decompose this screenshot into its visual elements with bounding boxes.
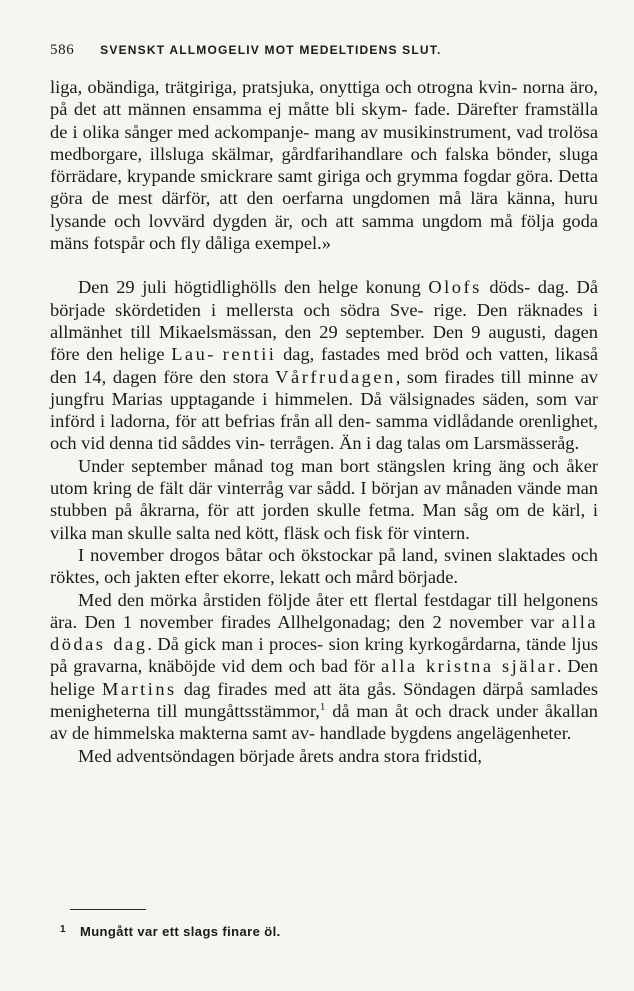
line-text-after: . Den helige — [50, 656, 599, 699]
line-text: exempel.» — [254, 233, 331, 254]
footnote-reference: 1 — [319, 700, 326, 713]
text-line — [127, 166, 553, 186]
line-text: drack under åkallan av de himmelska makterna samt av- — [50, 701, 598, 744]
line-text: norna äro, på det att männen ensamma ej måtte bli skym- — [50, 77, 598, 120]
line-text: lära känna, huru lysande och lovvärd dygden är, och att — [50, 188, 598, 231]
footnote-mark: 1 — [60, 924, 66, 935]
line-text-after: dag firades med att äta gås. Söndagen därpå — [176, 678, 524, 699]
line-text: Med den mörka årstiden följde åter ett flertal festdagar till — [78, 589, 518, 610]
spaced-text: alla kristna själar — [381, 656, 557, 677]
line-text: av jungfru Marias upptagande i himmelen. Då välsignades — [50, 366, 598, 409]
line-text: dagen före den stora — [112, 366, 276, 387]
line-text: och åker utom kring de fält där vinterråg var sådd. I början — [50, 455, 598, 499]
line-text-after: då man åt och — [325, 701, 442, 722]
line-text: samlades menigheterna till mungåttsstämmor, — [50, 678, 598, 722]
line-text-after: dag, fastades med bröd och vatten, likaså den 14, — [50, 344, 599, 387]
spaced-text: Vårfrudagen — [275, 366, 396, 387]
text-line — [78, 545, 492, 565]
text-line — [50, 77, 517, 97]
line-text: skulle fetma. Man såg om de kärl, i vilka man skulle salta ned — [50, 500, 598, 543]
line-text: vid dem och bad för — [221, 656, 381, 677]
text-line — [78, 277, 530, 297]
paragraph — [50, 745, 598, 767]
line-text: fade. Därefter framställa de i olika sånger med ackompanje- — [50, 99, 599, 142]
line-text: samma ungdom må följa goda mäns fotspår och fly dåliga — [50, 210, 598, 254]
text-line — [320, 723, 572, 743]
line-text: Den 29 juli högtidlighölls den helge konung — [78, 277, 429, 298]
line-text: mård började. — [355, 567, 459, 588]
spaced-text: Martins — [101, 678, 177, 699]
running-head — [50, 42, 600, 59]
spaced-text: Lau- — [171, 344, 216, 365]
spaced-text: alla dödas dag — [50, 611, 598, 655]
paragraph — [50, 544, 598, 589]
paragraph — [50, 455, 598, 544]
text-line — [246, 523, 470, 543]
running-title: SVENSKT ALLMOGELIV MOT MEDELTIDENS SLUT. — [100, 43, 442, 57]
line-text: krypande smickrare samt giriga och grymma fogdar göra. — [126, 166, 554, 187]
paragraph — [50, 589, 598, 745]
line-text: skälmar, gårdfarihandlare och falska bönder, sluga förrädare, — [50, 143, 598, 187]
text-line — [113, 367, 574, 387]
line-text: helgonens ära. Den 1 november firades Allhelgonadag; den — [50, 589, 598, 632]
line-text: Detta göra de mest därför, att den oerfarna ungdomen må — [50, 166, 598, 209]
text-line — [270, 433, 579, 453]
line-text: liga, obändiga, trätgiriga, pratsjuka, onyttiga och otrogna kvin- — [50, 77, 518, 97]
paragraph — [50, 276, 598, 454]
text-line — [78, 590, 517, 610]
line-text-after: . Då gick man i proces- — [147, 634, 324, 655]
text-line — [356, 567, 458, 587]
line-text: av månaden vände man stubben på åkrarna, för att jorden — [50, 478, 599, 521]
line-text: samma vidlådande orenlighet, och vid denna tid såddes vin- — [50, 411, 598, 454]
text-line — [78, 746, 482, 766]
line-text: Under september månad tog man bort stängslen kring äng — [78, 455, 526, 476]
footnote — [60, 924, 600, 939]
line-text: säden, som var införd i ladorna, för att befrias från all den- — [50, 388, 598, 432]
page-number: 586 — [50, 42, 75, 58]
line-text: dag. Då började skördetiden i mellersta och södra Sve- — [50, 277, 598, 320]
paragraph — [50, 76, 598, 254]
line-text: rige. Den räknades i allmänhet till Mikaelsmässan, den 29 — [50, 299, 598, 342]
text-line — [255, 233, 331, 253]
spaced-text: Olofs — [428, 277, 482, 298]
text-line — [78, 456, 525, 476]
line-text-after: , som firades till minne — [395, 366, 574, 387]
line-text: 2 november var — [432, 611, 562, 632]
line-text: sion kring kyrkogårdarna, tände ljus på gravarna, knäböjde — [50, 634, 598, 677]
body-text — [50, 76, 598, 767]
line-text: terrågen. Än i dag talas om Larsmässeråg. — [269, 433, 580, 454]
line-text: mang av musikinstrument, vad trolösa medborgare, illsluga — [50, 121, 598, 164]
line-text-after: döds- — [481, 277, 531, 298]
line-text: Med adventsöndagen började årets andra stora fridstid, — [78, 745, 482, 766]
line-text: handlade bygdens angelägenheter. — [319, 723, 572, 744]
line-text: september. Den 9 augusti, dagen före den helige — [50, 321, 598, 365]
footnote-text: Mungått var ett slags finare öl. — [79, 924, 281, 939]
line-text: slaktades och röktes, och jakten efter ekorre, lekatt och — [50, 544, 598, 588]
spaced-text: rentii — [222, 344, 277, 365]
footnote-rule — [70, 909, 146, 910]
line-text: kött, fläsk och fisk för vintern. — [245, 522, 470, 543]
line-text: I november drogos båtar och ökstockar på land, svinen — [78, 544, 493, 565]
text-line — [102, 679, 524, 699]
